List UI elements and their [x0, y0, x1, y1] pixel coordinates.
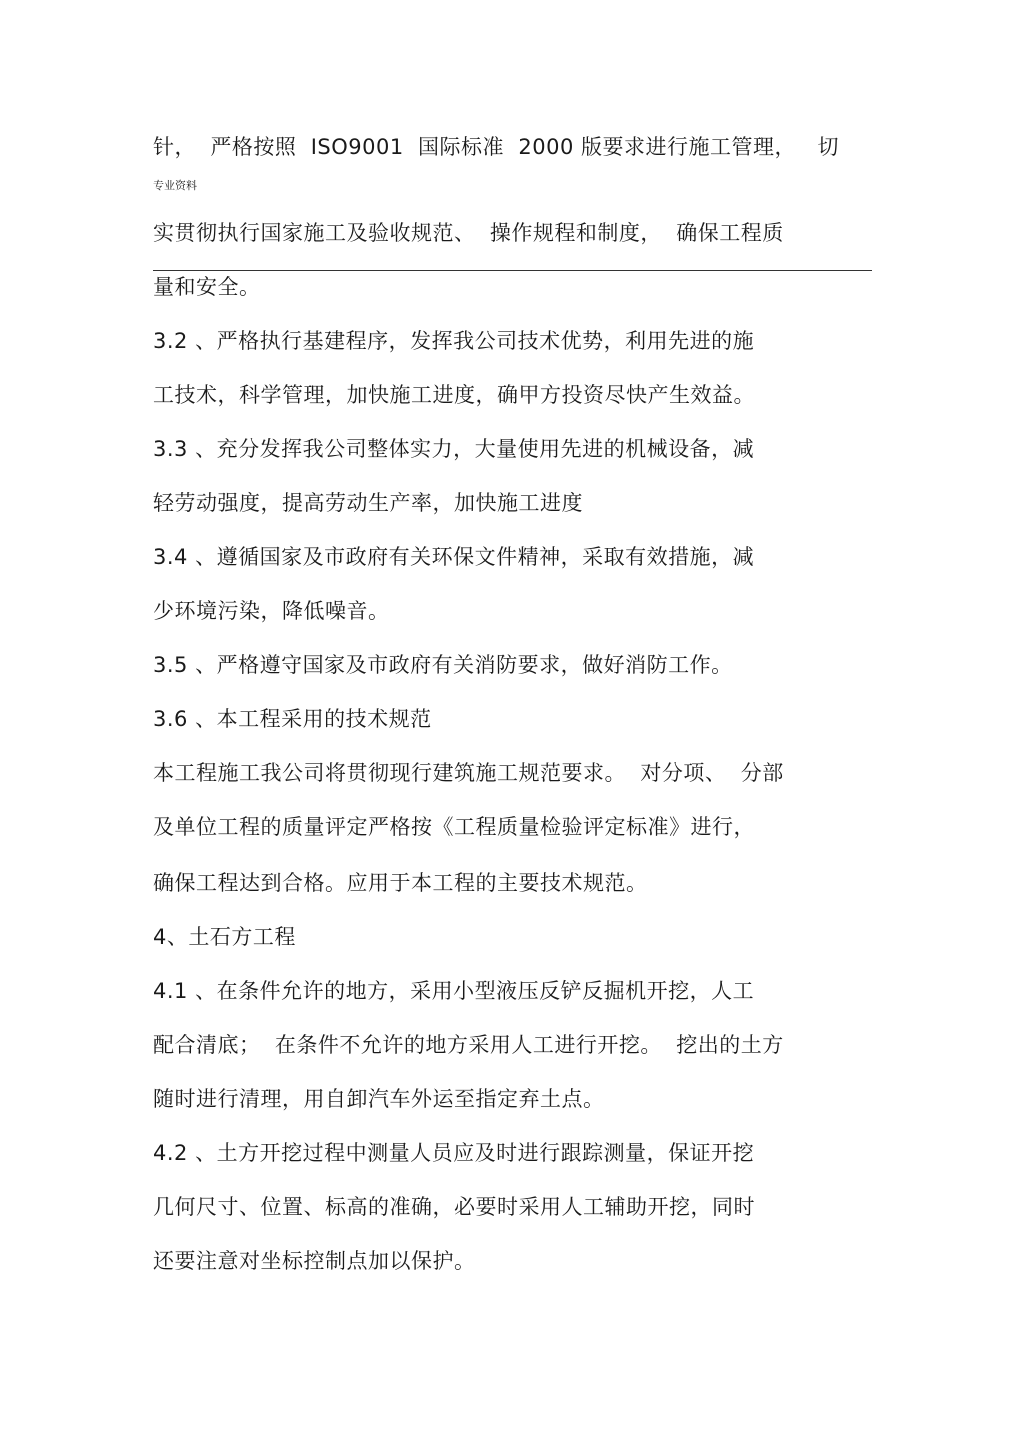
text-line: 量和安全。 [153, 275, 261, 299]
divider-line [153, 270, 872, 271]
text-line: 4、土石方工程 [153, 925, 296, 949]
text-line: 本工程施工我公司将贯彻现行建筑施工规范要求。 对分项、 分部 [153, 761, 784, 785]
text-line: 3.3 、充分发挥我公司整体实力，大量使用先进的机械设备，减 [153, 437, 755, 461]
text-line: 随时进行清理，用自卸汽车外运至指定弃土点。 [153, 1087, 605, 1111]
text-line: 确保工程达到合格。应用于本工程的主要技术规范。 [153, 871, 648, 895]
text-line: 3.6 、本工程采用的技术规范 [153, 707, 432, 731]
text-line: 几何尺寸、位置、标高的准确，必要时采用人工辅助开挖，同时 [153, 1195, 755, 1219]
text-line: 4.1 、在条件允许的地方，采用小型液压反铲反掘机开挖，人工 [153, 979, 755, 1003]
text-line: 及单位工程的质量评定严格按《工程质量检验评定标准》进行， [153, 815, 755, 839]
text-line: 3.2 、严格执行基建程序，发挥我公司技术优势，利用先进的施 [153, 329, 755, 353]
text-line: 3.4 、遵循国家及市政府有关环保文件精神，采取有效措施，减 [153, 545, 755, 569]
text-line: 工技术，科学管理，加快施工进度，确甲方投资尽快产生效益。 [153, 383, 755, 407]
text-line: 实贯彻执行国家施工及验收规范、 操作规程和制度， 确保工程质 [153, 221, 784, 245]
text-line: 少环境污染，降低噪音。 [153, 599, 390, 623]
text-line: 4.2 、土方开挖过程中测量人员应及时进行跟踪测量，保证开挖 [153, 1141, 755, 1165]
text-line: 配合清底； 在条件不允许的地方采用人工进行开挖。 挖出的土方 [153, 1033, 784, 1057]
text-line: 轻劳动强度，提高劳动生产率，加快施工进度 [153, 491, 583, 515]
text-line: 3.5 、严格遵守国家及市政府有关消防要求，做好消防工作。 [153, 653, 733, 677]
text-line: 针， 严格按照 ISO9001 国际标准 2000 版要求进行施工管理， 切 [153, 135, 840, 159]
header-note: 专业资料 [153, 179, 197, 192]
text-line: 还要注意对坐标控制点加以保护。 [153, 1249, 476, 1273]
